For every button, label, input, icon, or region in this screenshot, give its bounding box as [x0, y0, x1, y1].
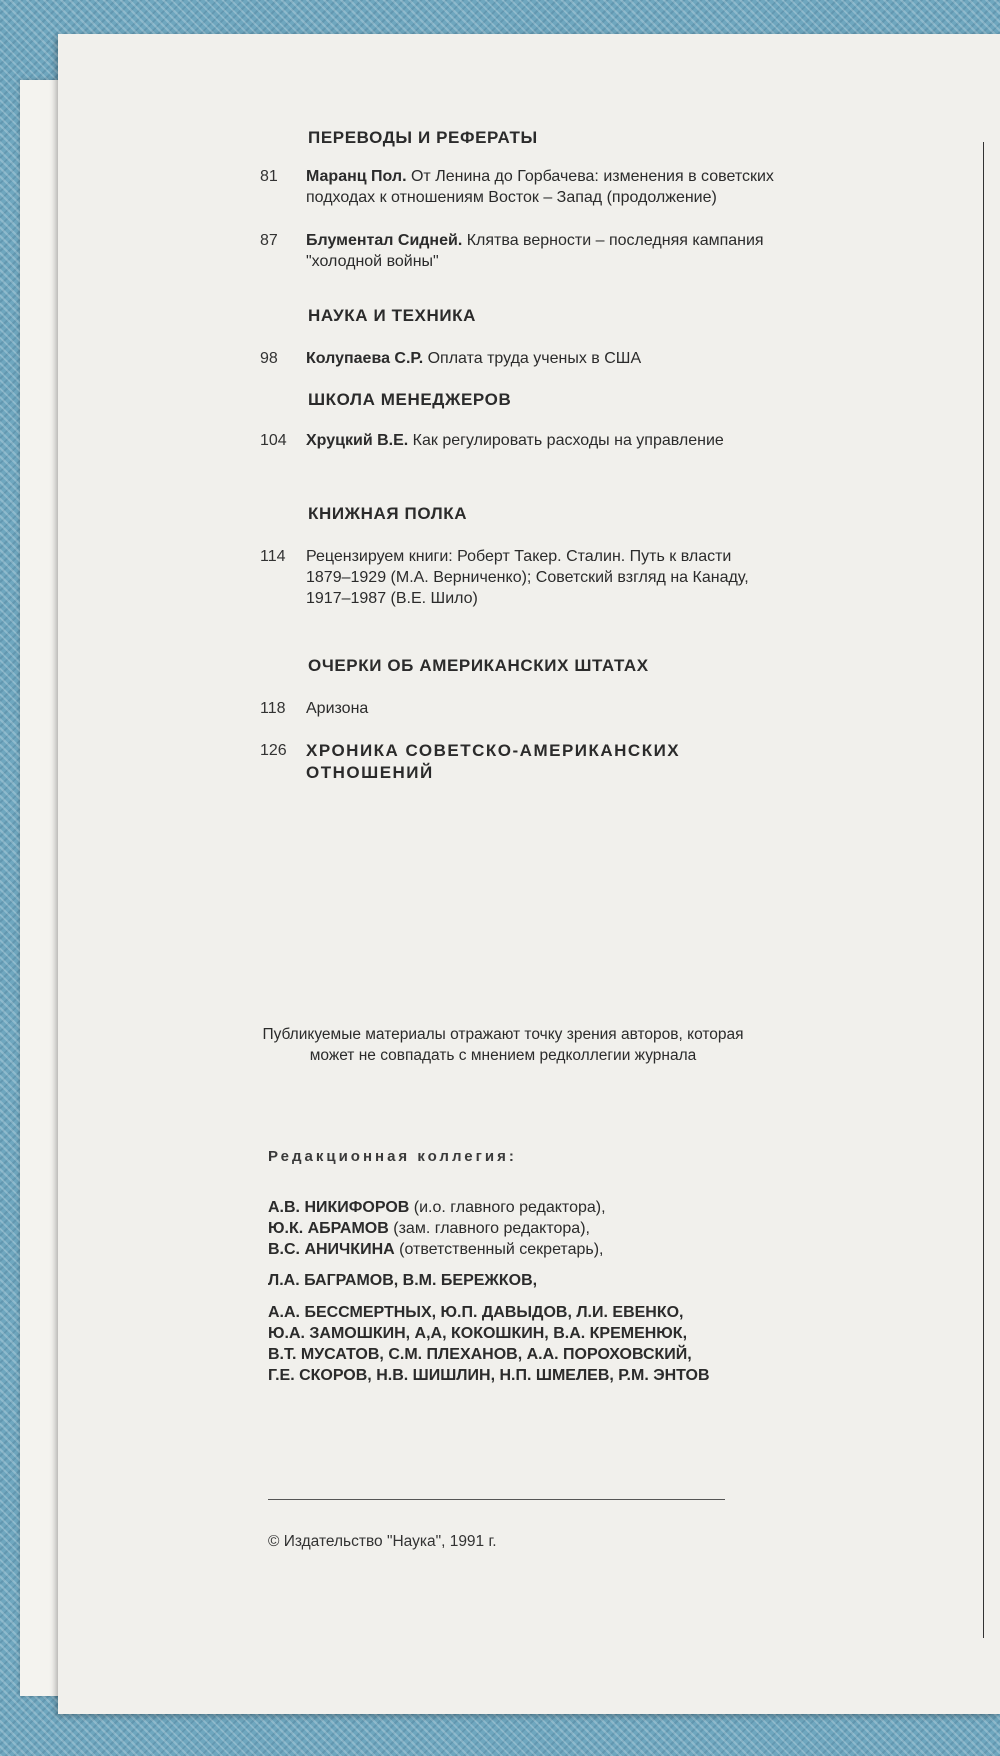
entry-title: Клятва верности – последняя кампания "холодной войны" [306, 232, 764, 270]
officer-role: (и.о. главного редактора), [413, 1199, 606, 1216]
entry-author: Колупаева С.Р. [306, 350, 424, 367]
entry-text [306, 230, 776, 272]
entry-text [306, 430, 776, 451]
editorial-board-officers [268, 1197, 908, 1260]
officer-name: А.В. НИКИФОРОВ [268, 1199, 410, 1216]
page-number: 87 [260, 232, 278, 249]
entry-title: Как регулировать расходы на управление [412, 432, 724, 449]
disclaimer-note: Публикуемые материалы отражают точку зрения авторов, которая может не совпадать с мнением редколлегии журнала [262, 1026, 744, 1064]
officer-name: В.С. АНИЧКИНА [268, 1241, 395, 1258]
section-heading-science: НАУКА И ТЕХНИКА [308, 306, 477, 325]
editorial-board-members [268, 1302, 908, 1386]
entry-author: Блументал Сидней. [306, 232, 463, 249]
section-heading-bookshelf: КНИЖНАЯ ПОЛКА [308, 504, 468, 523]
officer-role: (зам. главного редактора), [393, 1220, 590, 1237]
page-number: 104 [260, 432, 287, 449]
page-number: 114 [260, 548, 286, 565]
entry-text [306, 546, 776, 609]
officer-role: (ответственный секретарь), [399, 1241, 604, 1258]
page-number: 81 [260, 168, 278, 185]
board-members-line: Л.А. БАГРАМОВ, В.М. БЕРЕЖКОВ, [268, 1272, 538, 1289]
editorial-board-heading: Редакционная коллегия: [268, 1148, 517, 1165]
entry-title: От Ленина до Горбачева: изменения в советских подходах к отношениям Восток – Запад (продолжение) [306, 168, 774, 206]
board-officer [268, 1197, 908, 1218]
table-of-contents [58, 34, 1000, 934]
page-number: 98 [260, 350, 278, 367]
section-heading-translations: ПЕРЕВОДЫ И РЕФЕРАТЫ [308, 128, 538, 147]
entry-title: Рецензируем книги: Роберт Такер. Сталин. Путь к власти 1879–1929 (М.А. Верниченко); Советский взгляд на Канаду, 1917–1987 (В.Е. Шило) [306, 548, 749, 607]
page-number: 126 [260, 742, 287, 759]
officer-name: Ю.К. АБРАМОВ [268, 1220, 389, 1237]
divider [268, 1499, 725, 1500]
board-officer [268, 1218, 908, 1239]
board-members-line: В.Т. МУСАТОВ, С.М. ПЛЕХАНОВ, А.А. ПОРОХОВСКИЙ, [268, 1346, 692, 1363]
copyright-notice: © Издательство "Наука", 1991 г. [268, 1533, 497, 1550]
editorial-board-members [268, 1270, 908, 1291]
entry-author: Хруцкий В.Е. [306, 432, 409, 449]
entry-text [306, 166, 776, 208]
entry-title: Аризона [306, 700, 369, 717]
board-members-line: Г.Е. СКОРОВ, Н.В. ШИШЛИН, Н.П. ШМЕЛЕВ, Р.М. ЭНТОВ [268, 1367, 710, 1384]
board-officer [268, 1239, 908, 1260]
section-heading-managers: ШКОЛА МЕНЕДЖЕРОВ [308, 390, 512, 409]
entry-title: Оплата труда ученых в США [427, 350, 642, 367]
board-members-line: Ю.А. ЗАМОШКИН, А,А, КОКОШКИН, В.А. КРЕМЕНЮК, [268, 1325, 688, 1342]
journal-page [58, 34, 1000, 1714]
board-members-line: А.А. БЕССМЕРТНЫХ, Ю.П. ДАВЫДОВ, Л.И. ЕВЕНКО, [268, 1304, 684, 1321]
entry-text [306, 698, 776, 719]
section-heading-states: ОЧЕРКИ ОБ АМЕРИКАНСКИХ ШТАТАХ [308, 656, 649, 675]
entry-text [306, 348, 776, 369]
entry-author: Маранц Пол. [306, 168, 407, 185]
page-number: 118 [260, 700, 286, 717]
entry-title: ХРОНИКА СОВЕТСКО-АМЕРИКАНСКИХ ОТНОШЕНИЙ [306, 741, 681, 782]
